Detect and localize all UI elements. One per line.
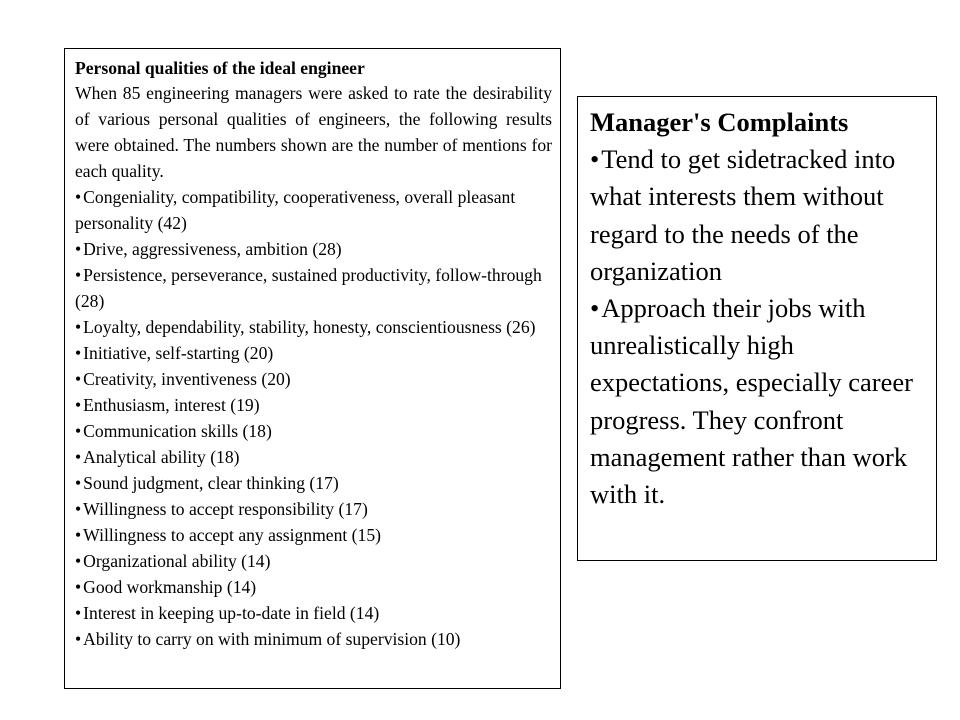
- list-item: [75, 626, 552, 652]
- list-item-text: Sound judgment, clear thinking (17): [83, 473, 339, 493]
- bullet-icon: •: [75, 369, 82, 389]
- manager-complaints-panel: [577, 96, 937, 561]
- bullet-icon: •: [590, 293, 600, 324]
- list-item-text: Organizational ability (14): [83, 551, 271, 571]
- list-item: [590, 141, 928, 290]
- list-item-text: Willingness to accept responsibility (17): [83, 499, 368, 519]
- bullet-icon: •: [75, 265, 82, 285]
- list-item: [75, 236, 552, 262]
- list-item-text: Ability to carry on with minimum of supervision (10): [83, 629, 461, 649]
- list-item: [75, 314, 552, 340]
- list-item-text: Analytical ability (18): [83, 447, 240, 467]
- bullet-icon: •: [75, 629, 82, 649]
- list-item: [590, 290, 928, 513]
- qualities-intro: When 85 engineering managers were asked to rate the desirability of various personal qualities of engineers, the following results were obtained. The numbers shown are the number of mentions for each quality.: [75, 83, 552, 181]
- bullet-icon: •: [75, 447, 82, 467]
- list-item: [75, 444, 552, 470]
- list-item-text: Creativity, inventiveness (20): [83, 369, 291, 389]
- list-item-text: Congeniality, compatibility, cooperativeness, overall pleasant personality (42): [75, 187, 516, 233]
- list-item: [75, 548, 552, 574]
- list-item-text: Communication skills (18): [83, 421, 272, 441]
- bullet-icon: •: [75, 603, 82, 623]
- list-item-text: Persistence, perseverance, sustained productivity, follow-through (28): [75, 265, 542, 311]
- qualities-heading: Personal qualities of the ideal engineer: [75, 58, 365, 78]
- bullet-icon: •: [75, 525, 82, 545]
- list-item-text: Initiative, self-starting (20): [83, 343, 274, 363]
- bullet-icon: •: [590, 144, 600, 175]
- list-item-text: Approach their jobs with unrealistically high expectations, especially career progress. They confront management rather than work with it.: [590, 293, 913, 510]
- bullet-icon: •: [75, 343, 82, 363]
- list-item-text: Drive, aggressiveness, ambition (28): [83, 239, 342, 259]
- bullet-icon: •: [75, 421, 82, 441]
- complaints-heading: Manager's Complaints: [590, 107, 849, 137]
- list-item: [75, 262, 552, 314]
- bullet-icon: •: [75, 473, 82, 493]
- list-item-text: Good workmanship (14): [83, 577, 257, 597]
- bullet-icon: •: [75, 317, 82, 337]
- ideal-engineer-qualities-panel: [64, 48, 561, 689]
- list-item: [75, 600, 552, 626]
- complaints-list: [590, 141, 928, 513]
- bullet-icon: •: [75, 499, 82, 519]
- list-item: [75, 366, 552, 392]
- list-item: [75, 392, 552, 418]
- qualities-list: [75, 184, 552, 652]
- bullet-icon: •: [75, 187, 82, 207]
- list-item-text: Interest in keeping up-to-date in field (14): [83, 603, 380, 623]
- list-item: [75, 522, 552, 548]
- list-item: [75, 574, 552, 600]
- bullet-icon: •: [75, 577, 82, 597]
- list-item: [75, 470, 552, 496]
- bullet-icon: •: [75, 239, 82, 259]
- bullet-icon: •: [75, 395, 82, 415]
- list-item-text: Loyalty, dependability, stability, honesty, conscientiousness (26): [83, 317, 536, 337]
- list-item-text: Enthusiasm, interest (19): [83, 395, 260, 415]
- list-item: [75, 496, 552, 522]
- list-item-text: Willingness to accept any assignment (15): [83, 525, 381, 545]
- list-item: [75, 184, 552, 236]
- bullet-icon: •: [75, 551, 82, 571]
- list-item: [75, 340, 552, 366]
- list-item-text: Tend to get sidetracked into what interests them without regard to the needs of the organization: [590, 144, 896, 286]
- list-item: [75, 418, 552, 444]
